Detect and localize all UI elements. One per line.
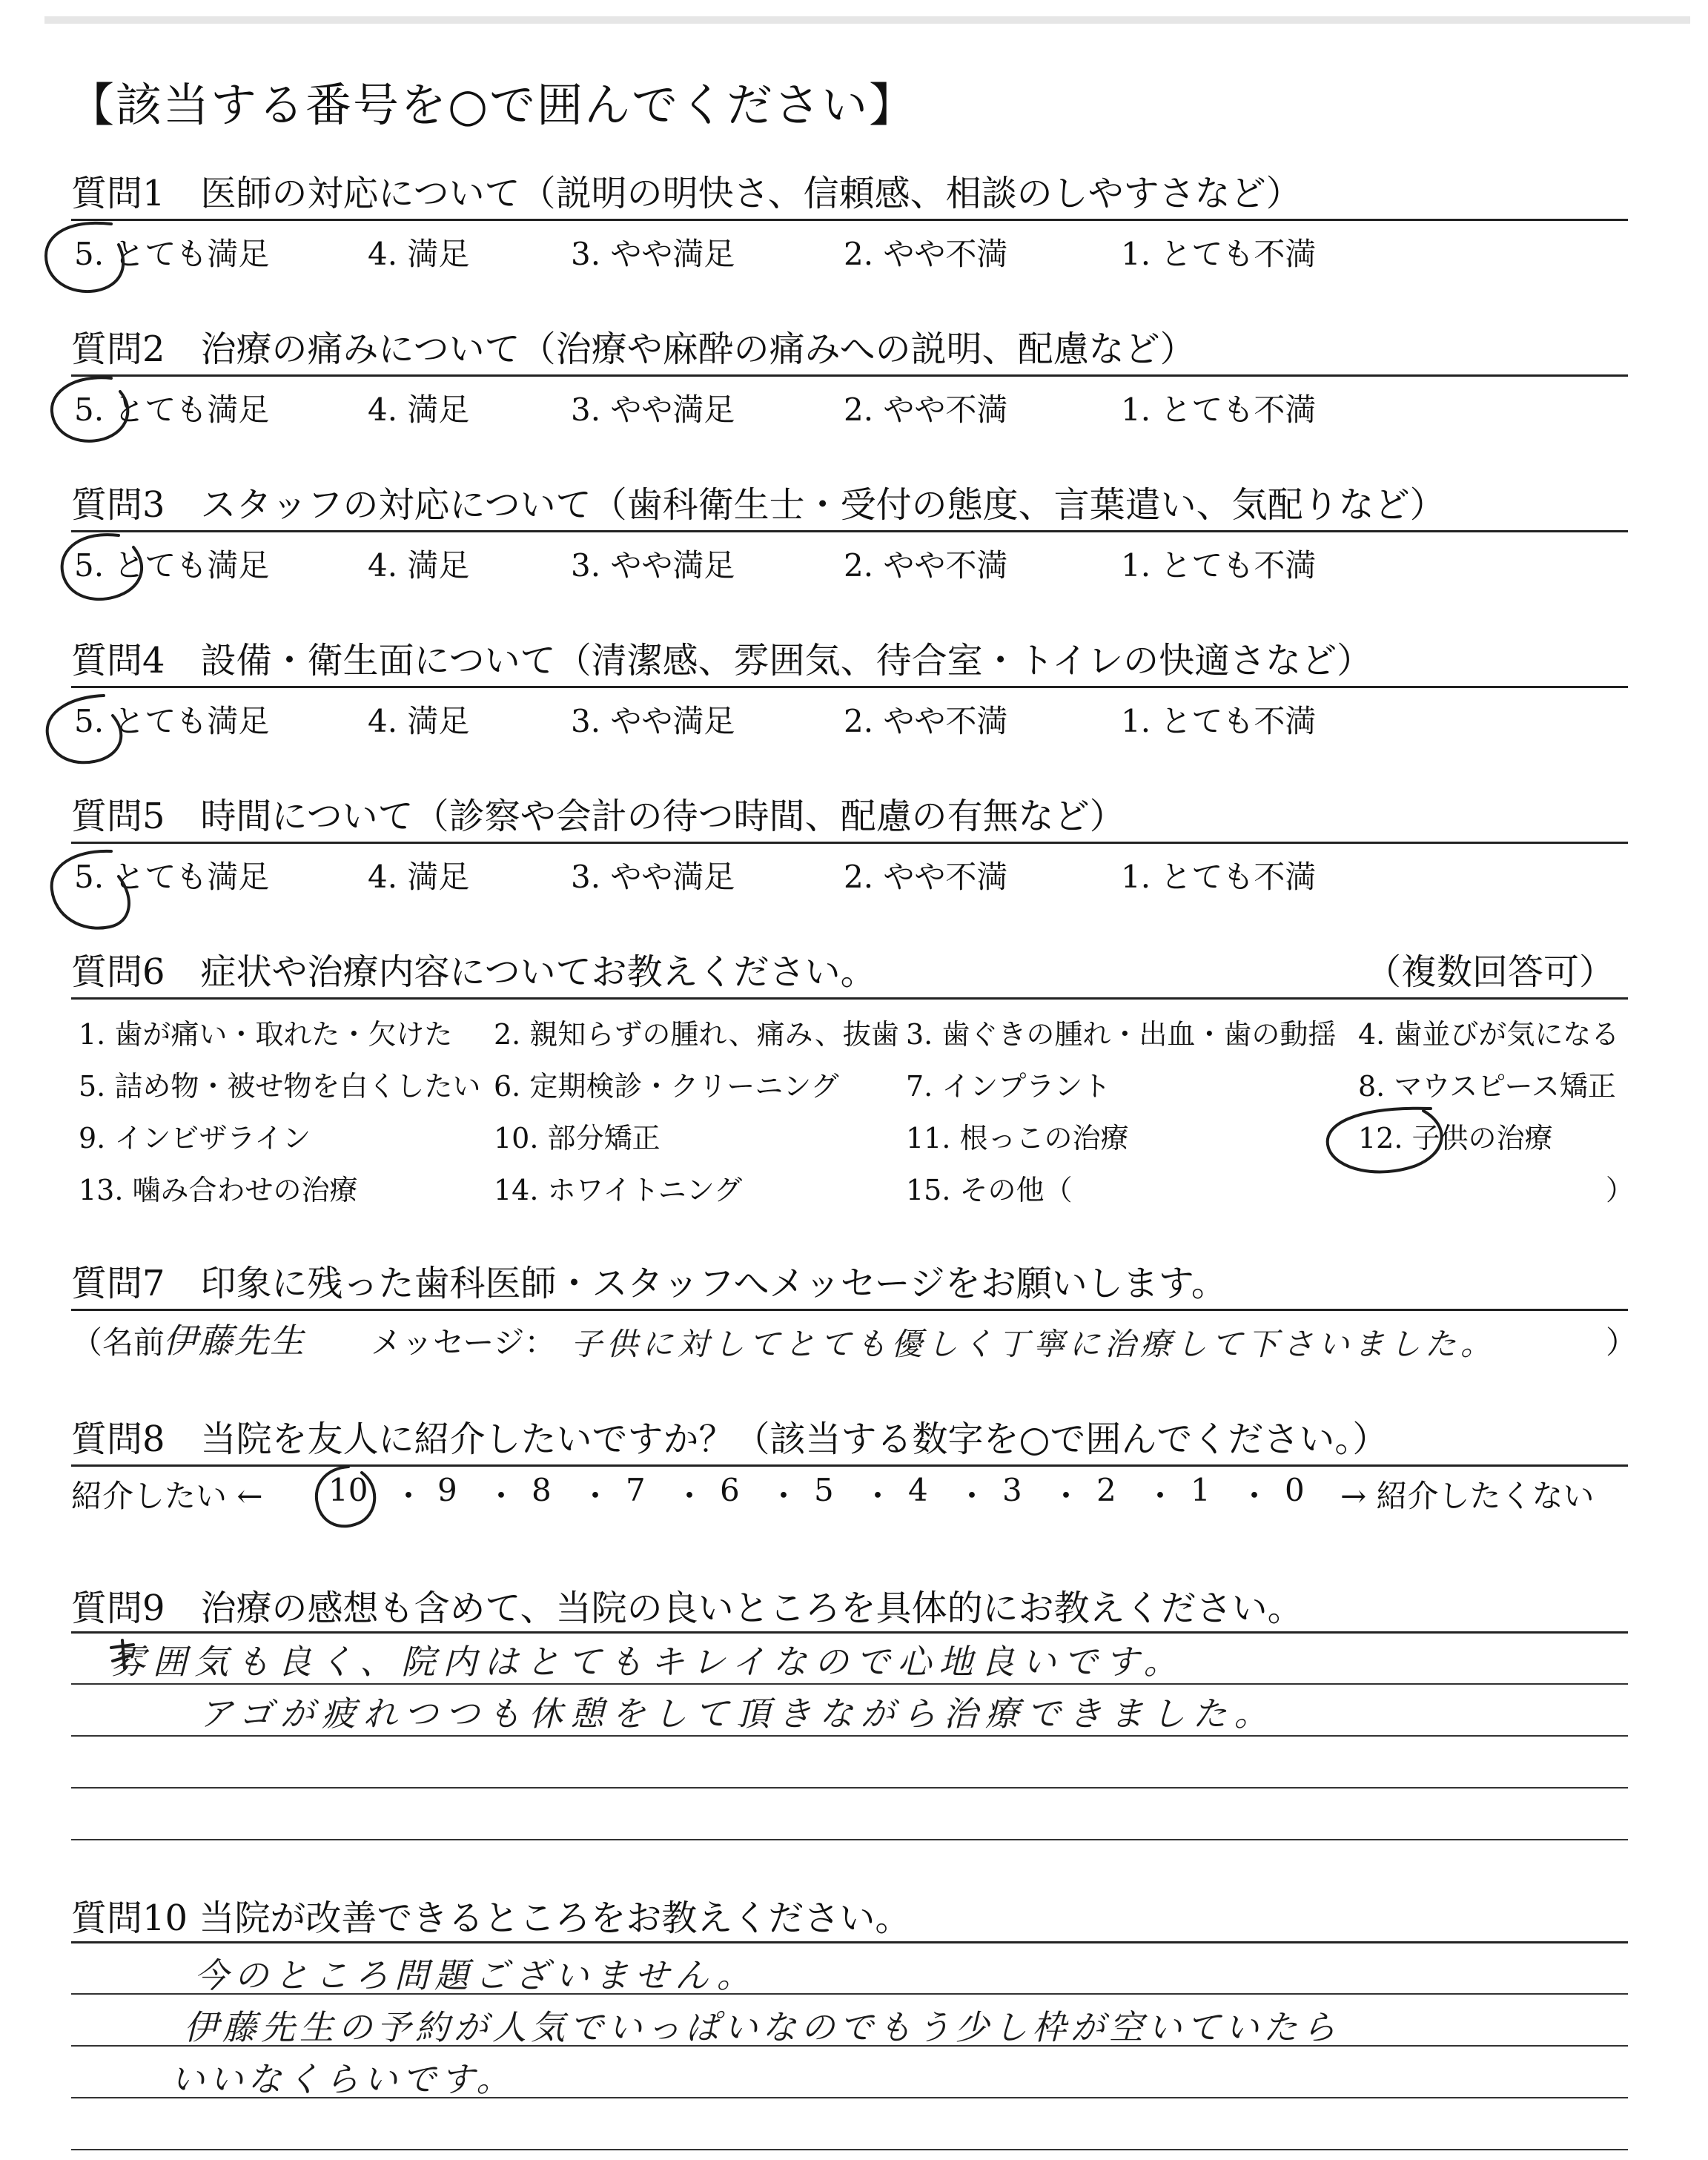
question-8-rule (71, 1464, 1628, 1467)
q6-item-8[interactable]: 8. マウスピース矯正 (1358, 1070, 1616, 1103)
q3-option-2[interactable]: 2. やや不満 (844, 547, 1008, 584)
question-9-title: 質問9 治療の感想も含めて、当院の良いところを具体的にお教えください。 (71, 1588, 1303, 1629)
q2-option-4[interactable]: 4. 満足 (368, 392, 470, 428)
q7-message-value[interactable]: 子供に対してとても優しく丁寧に治療して下さいました。 (571, 1326, 1497, 1362)
q8-dot: ・ (393, 1478, 425, 1514)
q5-option-1[interactable]: 1. とても不満 (1121, 859, 1317, 895)
q6-item-10[interactable]: 10. 部分矯正 (494, 1122, 661, 1155)
q10-answer-line-2[interactable]: 伊藤先生の予約が人気でいっぱいなのでもう少し枠が空いていたら (184, 2007, 1340, 2047)
q8-score-10[interactable]: 10 (328, 1472, 368, 1508)
q8-score-4[interactable]: 4 (908, 1472, 928, 1508)
q8-score-1[interactable]: 1 (1191, 1472, 1211, 1508)
q4-option-2[interactable]: 2. やや不満 (844, 703, 1008, 739)
question-7-title: 質問7 印象に残った歯科医師・スタッフへメッセージをお願いします。 (71, 1263, 1227, 1304)
q4-option-3[interactable]: 3. やや満足 (571, 703, 735, 739)
q8-score-6[interactable]: 6 (720, 1472, 740, 1508)
q2-option-3[interactable]: 3. やや満足 (571, 392, 735, 428)
question-5-rule (71, 842, 1628, 844)
q8-score-9[interactable]: 9 (437, 1472, 457, 1508)
q1-option-1[interactable]: 1. とても不満 (1121, 236, 1317, 272)
q8-dot: ・ (768, 1478, 800, 1514)
question-9-rule (71, 1631, 1628, 1634)
q4-option-4[interactable]: 4. 満足 (368, 703, 470, 739)
question-1-title: 質問1 医師の対応について（説明の明快さ、信頼感、相談のしやすさなど） (71, 173, 1302, 214)
q8-score-3[interactable]: 3 (1002, 1472, 1022, 1508)
q6-item-5[interactable]: 5. 詰め物・被せ物を白くしたい (79, 1070, 481, 1103)
q6-item-7[interactable]: 7. インプラント (906, 1070, 1111, 1103)
q6-item-2[interactable]: 2. 親知らずの腫れ、痛み、抜歯 (494, 1018, 899, 1051)
q1-option-2[interactable]: 2. やや不満 (844, 236, 1008, 272)
question-6-note: （複数回答可） (1366, 951, 1615, 993)
question-4-rule (71, 686, 1628, 688)
scan-top-edge (44, 16, 1690, 24)
q8-dot: ・ (674, 1478, 706, 1514)
question-8-title: 質問8 当院を友人に紹介したいですか？（該当する数字を○で囲んでください。） (71, 1418, 1388, 1460)
question-6-title: 質問6 症状や治療内容についてお教えください。 (71, 951, 876, 993)
question-7-rule (71, 1309, 1628, 1311)
q3-option-4[interactable]: 4. 満足 (368, 547, 470, 584)
q9-answer-line-1[interactable]: 雰囲気も良く、院内はとてもキレイなので心地良いです。 (111, 1642, 1185, 1682)
q1-option-3[interactable]: 3. やや満足 (571, 236, 735, 272)
q5-option-2[interactable]: 2. やや不満 (844, 859, 1008, 895)
question-1-rule (71, 219, 1628, 221)
q10-answer-line-1[interactable]: 今のところ問題ございません。 (194, 1955, 757, 1995)
q8-score-8[interactable]: 8 (532, 1472, 552, 1508)
q6-item-6[interactable]: 6. 定期検診・クリーニング (494, 1070, 839, 1103)
q6-item-9[interactable]: 9. インビザライン (79, 1122, 311, 1155)
q6-item-3[interactable]: 3. 歯ぐきの腫れ・出血・歯の動揺 (906, 1018, 1337, 1051)
q8-right-label: → 紹介したくない (1340, 1478, 1595, 1514)
q6-item-15[interactable]: 15. その他（ (906, 1174, 1073, 1206)
q6-item-1[interactable]: 1. 歯が痛い・取れた・欠けた (79, 1018, 453, 1051)
q2-option-2[interactable]: 2. やや不満 (844, 392, 1008, 428)
q4-option-5[interactable]: 5. とても満足 (74, 703, 270, 739)
q9-answer-line-2[interactable]: アゴが疲れつつも休憩をして頂きながら治療できました。 (199, 1694, 1276, 1734)
q5-option-5[interactable]: 5. とても満足 (74, 859, 270, 895)
q10-answer-line-3[interactable]: いいなくらいです。 (171, 2059, 515, 2099)
q6-item-11[interactable]: 11. 根っこの治療 (906, 1122, 1129, 1155)
question-2-title: 質問2 治療の痛みについて（治療や麻酔の痛みへの説明、配慮など） (71, 328, 1196, 370)
q6-item-13[interactable]: 13. 噛み合わせの治療 (79, 1174, 358, 1206)
question-2-rule (71, 374, 1628, 377)
question-3-rule (71, 530, 1628, 532)
q6-other-close: ） (1606, 1174, 1635, 1206)
question-5-title: 質問5 時間について（診察や会計の待つ時間、配慮の有無など） (71, 796, 1125, 837)
answer-line (71, 2149, 1628, 2150)
question-3-title: 質問3 スタッフの対応について（歯科衛生士・受付の態度、言葉遣い、気配りなど） (71, 484, 1446, 526)
q7-name-label: （名前 (71, 1324, 165, 1361)
question-6-rule (71, 997, 1628, 1000)
q7-message-label: メッセージ： (371, 1324, 556, 1361)
q8-dot: ・ (486, 1478, 517, 1514)
q1-option-5[interactable]: 5. とても満足 (74, 236, 270, 272)
q8-dot: ・ (1145, 1478, 1176, 1514)
q2-option-5[interactable]: 5. とても満足 (74, 392, 270, 428)
q8-left-label: 紹介したい ← (71, 1478, 263, 1514)
q8-dot: ・ (1050, 1478, 1082, 1514)
form-heading: 【該当する番号を○で囲んでください】 (68, 78, 917, 132)
q7-close: ） (1606, 1324, 1638, 1361)
answer-line (71, 1839, 1628, 1840)
q8-dot: ・ (956, 1478, 988, 1514)
q4-option-1[interactable]: 1. とても不満 (1121, 703, 1317, 739)
q8-score-5[interactable]: 5 (814, 1472, 834, 1508)
q8-dot: ・ (580, 1478, 612, 1514)
q8-dot: ・ (862, 1478, 894, 1514)
q6-item-12[interactable]: 12. 子供の治療 (1358, 1122, 1553, 1155)
q2-option-1[interactable]: 1. とても不満 (1121, 392, 1317, 428)
question-10-title: 質問10 当院が改善できるところをお教えください。 (71, 1898, 911, 1939)
q8-score-0[interactable]: 0 (1285, 1472, 1305, 1508)
q1-option-4[interactable]: 4. 満足 (368, 236, 470, 272)
question-10-rule (71, 1941, 1628, 1943)
q8-dot: ・ (1239, 1478, 1271, 1514)
q6-item-14[interactable]: 14. ホワイトニング (494, 1174, 743, 1206)
q3-option-1[interactable]: 1. とても不満 (1121, 547, 1317, 584)
q5-option-3[interactable]: 3. やや満足 (571, 859, 735, 895)
q7-name-value[interactable]: 伊藤先生 (163, 1321, 305, 1361)
q3-option-3[interactable]: 3. やや満足 (571, 547, 735, 584)
q3-option-5[interactable]: 5. とても満足 (74, 547, 270, 584)
q8-score-7[interactable]: 7 (626, 1472, 646, 1508)
question-4-title: 質問4 設備・衛生面について（清潔感、雰囲気、待合室・トイレの快適さなど） (71, 640, 1373, 681)
q5-option-4[interactable]: 4. 満足 (368, 859, 470, 895)
q8-score-2[interactable]: 2 (1096, 1472, 1116, 1508)
answer-line (71, 1787, 1628, 1789)
q6-item-4[interactable]: 4. 歯並びが気になる (1358, 1018, 1620, 1051)
